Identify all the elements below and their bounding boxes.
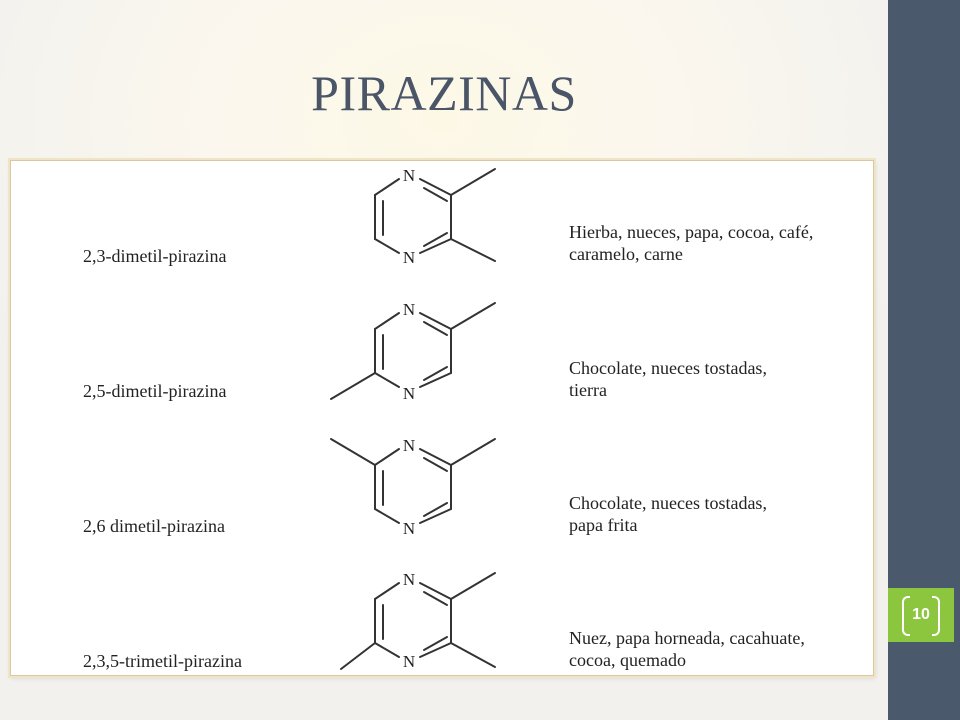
- aroma-line: caramelo, carne: [569, 244, 683, 264]
- slide-number-badge: [888, 588, 954, 642]
- nitrogen-label: N: [402, 248, 416, 267]
- compound-name-1: 2,3-dimetil-pirazina: [83, 246, 227, 266]
- aroma-line: papa frita: [569, 515, 638, 535]
- structure-2-6-dimethylpyrazine: [331, 436, 495, 538]
- nitrogen-label: N: [402, 519, 416, 538]
- compound-name-3: 2,6 dimetil-pirazina: [83, 516, 225, 536]
- aroma-line: Chocolate, nueces tostadas,: [569, 493, 767, 513]
- aroma-line: Chocolate, nueces tostadas,: [569, 358, 767, 378]
- structure-2-5-dimethylpyrazine: [331, 300, 495, 403]
- nitrogen-label: N: [402, 166, 416, 185]
- pyrazine-structures: [11, 161, 873, 675]
- nitrogen-label: N: [402, 570, 416, 589]
- compound-name-4: 2,3,5-trimetil-pirazina: [83, 651, 242, 671]
- nitrogen-label: N: [402, 436, 416, 455]
- structure-2-3-dimethylpyrazine: [375, 166, 495, 267]
- compound-name-2: 2,5-dimetil-pirazina: [83, 381, 227, 401]
- aroma-line: Nuez, papa horneada, cacahuate,: [569, 628, 805, 648]
- aroma-line: tierra: [569, 380, 607, 400]
- aroma-line: Hierba, nueces, papa, cocoa, café,: [569, 222, 814, 242]
- slide-title: PIRAZINAS: [311, 65, 577, 121]
- pyrazine-figure: [10, 160, 874, 676]
- slide-number: 10: [912, 606, 930, 623]
- nitrogen-label: N: [402, 300, 416, 319]
- aroma-line: cocoa, quemado: [569, 650, 686, 670]
- nitrogen-label: N: [402, 652, 416, 671]
- nitrogen-label: N: [402, 384, 416, 403]
- structure-2-3-5-trimethylpyrazine: [341, 570, 495, 671]
